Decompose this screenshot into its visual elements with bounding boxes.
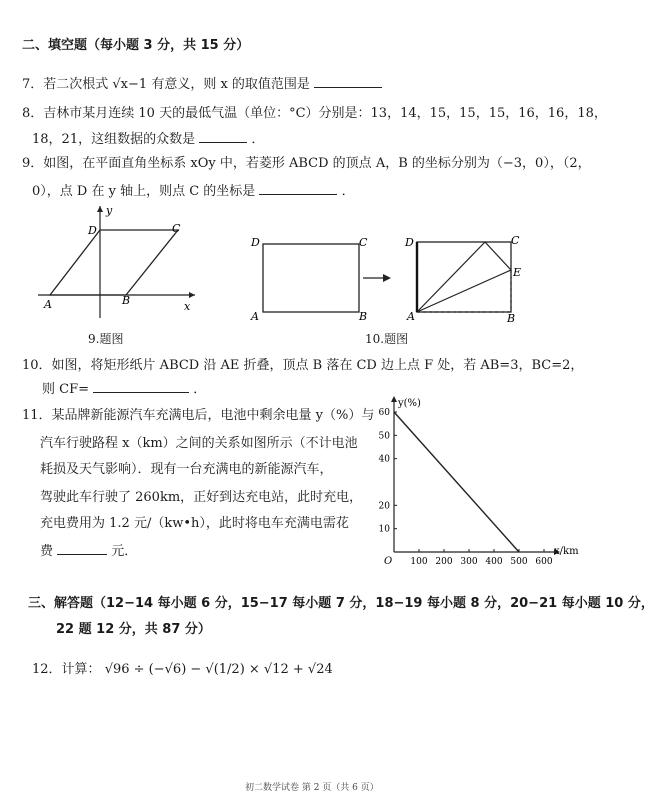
rect-c-label: C [359, 236, 368, 249]
battery-range-chart [372, 392, 579, 577]
rect-b-label: B [359, 310, 368, 323]
x-axis-label: x/km [554, 546, 579, 557]
figure-10-fold [245, 228, 530, 323]
rectangle-folded [417, 242, 511, 312]
fold-e-label: E [513, 266, 522, 279]
vertex-b-label: B [122, 294, 131, 307]
fold-line-ae [417, 270, 511, 312]
question-11-end: 元． [111, 544, 138, 559]
question-9 [32, 182, 355, 200]
question-11-line5: 充电费用为 1.2 元/（kw•h），此时将电车充满电需花 [40, 516, 349, 531]
y-label: y [106, 204, 113, 217]
line-fe [485, 242, 511, 270]
question-7 [22, 75, 382, 93]
x-tick-label: 400 [485, 557, 503, 567]
question-11-line1: 11．某品牌新能源汽车充满电后，电池中剩余电量 y（%）与 [22, 408, 375, 423]
vertex-d-label: D [88, 224, 97, 237]
question-12-label: 12．计算： [32, 662, 101, 677]
question-9-end: ． [341, 184, 355, 199]
rect-a-label: A [251, 310, 259, 323]
x-tick-label: 300 [460, 557, 478, 567]
question-8-line2: 18，21，这组数据的众数是 [32, 132, 196, 147]
section3-line1: 三、解答题（12−14 每小题 6 分，15−17 每小题 7 分，18−19 每小题 8 分，20−21 每小题 10 分， [28, 596, 654, 611]
question-10-line2: 则 CF= [42, 382, 89, 397]
y-tick-label: 20 [378, 501, 390, 512]
answer-blank[interactable] [57, 542, 107, 555]
question-11-line4: 驾驶此车行驶了 260km，正好到达充电站，此时充电， [40, 490, 363, 505]
rect-d-label: D [251, 236, 260, 249]
vertex-a-label: A [44, 298, 52, 311]
x-axis-arrow [189, 292, 195, 298]
series-line-0 [394, 412, 519, 552]
y-tick-label: 40 [378, 454, 390, 465]
y-axis-label: y(%) [398, 398, 421, 409]
page-footer: 初二数学试卷 第 2 页（共 6 页） [245, 783, 379, 793]
question-7-text: 7．若二次根式 √x−1 有意义，则 x 的取值范围是 [22, 77, 310, 92]
fold-a-label: A [407, 310, 415, 323]
fold-c-label: C [511, 234, 520, 247]
x-tick-label: 600 [535, 557, 553, 567]
answer-blank[interactable] [259, 182, 337, 195]
y-axis-arrow [97, 206, 103, 212]
rhombus-shape [50, 230, 178, 295]
figure-10-caption: 10.题图 [365, 332, 409, 346]
question-10-end: ． [193, 382, 207, 397]
fold-d-label: D [405, 236, 414, 249]
question-11-line3: 耗损及天气影响）．现有一台充满电的新能源汽车， [40, 462, 333, 477]
question-8-end: ． [251, 132, 265, 147]
section-title: 二、填空题（每小题 3 分，共 15 分） [22, 38, 250, 53]
fold-b-label: B [507, 312, 516, 325]
question-12-expression: √96 ÷ (−√6) − √(1/2) × √12 + √24 [104, 662, 333, 677]
rectangle-abcd [263, 244, 359, 312]
y-tick-label: 60 [378, 408, 390, 418]
question-8 [32, 130, 264, 148]
answer-blank[interactable] [314, 75, 382, 88]
question-11 [40, 542, 137, 560]
x-label: x [184, 300, 191, 313]
origin-label: O [384, 556, 393, 567]
y-tick-label: 50 [378, 431, 390, 442]
question-9-line2: 0），点 D 在 y 轴上，则点 C 的坐标是 [32, 184, 256, 199]
question-9-line1: 9．如图，在平面直角坐标系 xOy 中，若菱形 ABCD 的顶点 A，B 的坐标分别为（−3，0），（2， [22, 156, 591, 171]
question-11-line2: 汽车行驶路程 x（km）之间的关系如图所示（不计电池 [40, 436, 358, 451]
figure-9-caption: 9.题图 [88, 332, 124, 346]
vertex-c-label: C [172, 222, 181, 235]
question-10 [42, 380, 206, 398]
y-tick-label: 10 [378, 524, 390, 535]
answer-blank[interactable] [93, 380, 189, 393]
x-tick-label: 100 [410, 557, 428, 567]
question-12 [32, 662, 333, 678]
question-10-line1: 10．如图，将矩形纸片 ABCD 沿 AE 折叠，顶点 B 落在 CD 边上点 F 处，若 AB=3，BC=2， [22, 358, 584, 373]
question-8-line1: 8．吉林市某月连续 10 天的最低气温（单位：°C）分别是：13，14，15，15，15，16，16，18， [22, 106, 607, 121]
x-tick-label: 500 [510, 557, 528, 567]
figure-9-rhombus [30, 200, 200, 325]
question-11-line6: 费 [40, 544, 54, 559]
x-tick-label: 200 [435, 557, 453, 567]
y-axis-arrow [391, 396, 397, 402]
answer-blank[interactable] [199, 130, 247, 143]
arrow-head [383, 274, 391, 282]
section3-line2: 22 题 12 分，共 87 分） [56, 622, 211, 637]
line-af [417, 242, 485, 312]
